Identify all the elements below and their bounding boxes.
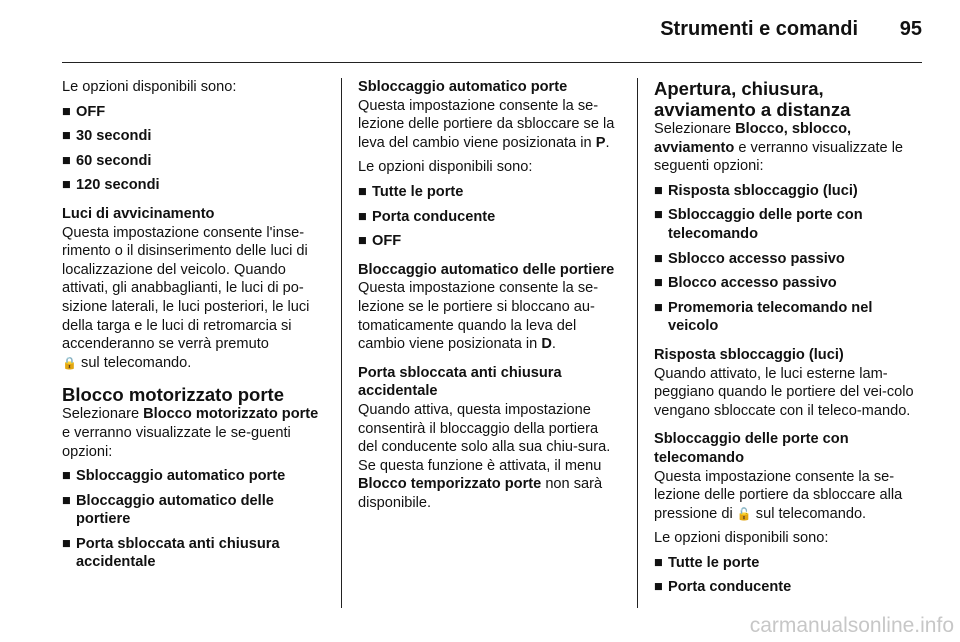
- remote-options-list: [654, 182, 922, 336]
- bullet-icon: ■: [358, 183, 367, 200]
- remote-unlock-heading: Sbloccaggio delle porte con telecomando: [654, 431, 849, 466]
- auto-unlock-options-list: [358, 183, 620, 251]
- bullet-icon: ■: [62, 128, 71, 145]
- bullet-icon: ■: [62, 535, 71, 552]
- list-item: ■ Porta sbloccata anti chiusura accidentale: [62, 535, 280, 571]
- bullet-icon: ■: [62, 177, 71, 194]
- remote-text: Selezionare Blocco, sblocco, avviamento e verranno visualizzate le seguenti opzioni:: [654, 121, 904, 175]
- bullet-icon: ■: [358, 233, 367, 250]
- anti-lockout-text: Quando attiva, questa impostazione consentirà il bloccaggio della portiera del conducente solo alla sua chiu-sura. Se questa funzione è attivata, il menu Blocco temporizzato porte non sarà disponibile.: [358, 401, 611, 511]
- list-item: ■ Tutte le porte: [358, 183, 464, 200]
- bullet-icon: ■: [654, 579, 663, 596]
- list-item: ■ Porta conducente: [358, 208, 496, 225]
- page-header: [62, 0, 922, 63]
- auto-lock-heading: Bloccaggio automatico delle portiere: [358, 261, 615, 278]
- power-locks-heading: Blocco motorizzato porte: [62, 384, 285, 406]
- power-locks-options-list: [62, 467, 324, 572]
- remote-heading: Apertura, chiusura, avviamento a distanza: [654, 78, 851, 120]
- remote-unlock-options-list: [654, 554, 922, 597]
- column-divider: [637, 78, 638, 608]
- approach-lights-heading: Luci di avvicinamento: [62, 205, 215, 222]
- power-locks-text: Selezionare Blocco motorizzato porte e verranno visualizzate le se-guenti opzioni:: [62, 406, 319, 460]
- anti-lockout-heading: Porta sbloccata anti chiusura accidentale: [358, 364, 562, 400]
- bullet-icon: ■: [62, 468, 71, 485]
- bullet-icon: ■: [654, 554, 663, 571]
- bullet-icon: ■: [654, 275, 663, 292]
- list-item: ■ Tutte le porte: [654, 554, 760, 571]
- list-item: ■ OFF: [358, 233, 402, 250]
- list-item: ■ 60 secondi: [62, 152, 152, 169]
- auto-lock-text: Questa impostazione consente la se-lezione se le portiere si bloccano au-tomaticamente quando la leva del cambio viene posizionata in D.: [358, 280, 599, 353]
- unlock-response-heading: Risposta sbloccaggio (luci): [654, 346, 844, 363]
- list-item: ■ Blocco accesso passivo: [654, 275, 837, 292]
- bullet-icon: ■: [654, 250, 663, 267]
- list-item: ■ Risposta sbloccaggio (luci): [654, 182, 858, 199]
- approach-lights-text: Questa impostazione consente l'inse-rimento o il disinserimento delle luci di localizzazione del veicolo. Quando attivati, gli anabbaglianti, le luci di po-sizione laterali, le luci posteriori, le luci della targa e le luci di retromarcia si accenderanno se verrà premuto 🔒 sul telecomando.: [62, 224, 310, 371]
- header-title: Strumenti e comandi: [660, 18, 858, 40]
- list-item: ■ Promemoria telecomando nel veicolo: [654, 299, 873, 335]
- bullet-icon: ■: [62, 103, 71, 120]
- auto-unlock-heading: Sbloccaggio automatico porte: [358, 79, 568, 95]
- bullet-icon: ■: [62, 152, 71, 169]
- watermark: carmanualsonline.info: [749, 614, 954, 637]
- bullet-icon: ■: [62, 492, 71, 509]
- bullet-icon: ■: [358, 208, 367, 225]
- list-item: ■ OFF: [62, 103, 106, 120]
- list-item: ■ 30 secondi: [62, 128, 152, 145]
- list-item: ■ Sbloccaggio delle porte con telecomando: [654, 207, 863, 242]
- list-item: ■ Porta conducente: [654, 579, 792, 596]
- lock-icon: 🔒: [62, 355, 77, 370]
- column-1: [62, 78, 324, 578]
- unlock-icon: 🔓: [736, 506, 752, 521]
- column-divider: [341, 78, 342, 608]
- column-3: [654, 78, 922, 603]
- remote-unlock-text: Questa impostazione consente la se-lezione delle portiere da sbloccare alla pressione di 🔓 sul telecomando.: [654, 468, 903, 522]
- column-2: [358, 78, 620, 518]
- options-intro: Le opzioni disponibili sono:: [62, 79, 237, 95]
- page-number: 95: [899, 18, 922, 40]
- bullet-icon: ■: [654, 299, 663, 316]
- list-item: ■ Sblocco accesso passivo: [654, 250, 845, 267]
- options-intro: Le opzioni disponibili sono:: [654, 530, 829, 547]
- list-item: ■ Sbloccaggio automatico porte: [62, 468, 286, 485]
- bullet-icon: ■: [654, 207, 663, 224]
- bullet-icon: ■: [654, 182, 663, 199]
- options-intro: Le opzioni disponibili sono:: [358, 159, 533, 176]
- auto-unlock-text: Questa impostazione consente la se-lezione delle portiere da sbloccare se la leva del cambio viene posizionata in P.: [358, 97, 615, 151]
- list-item: ■ 120 secondi: [62, 177, 160, 194]
- unlock-response-text: Quando attivato, le luci esterne lam-peggiano quando le portiere del vei-colo vengano sbloccate con il teleco-mando.: [654, 365, 914, 419]
- list-item: ■ Bloccaggio automatico delle portiere: [62, 492, 274, 528]
- timeout-options-list: [62, 103, 324, 195]
